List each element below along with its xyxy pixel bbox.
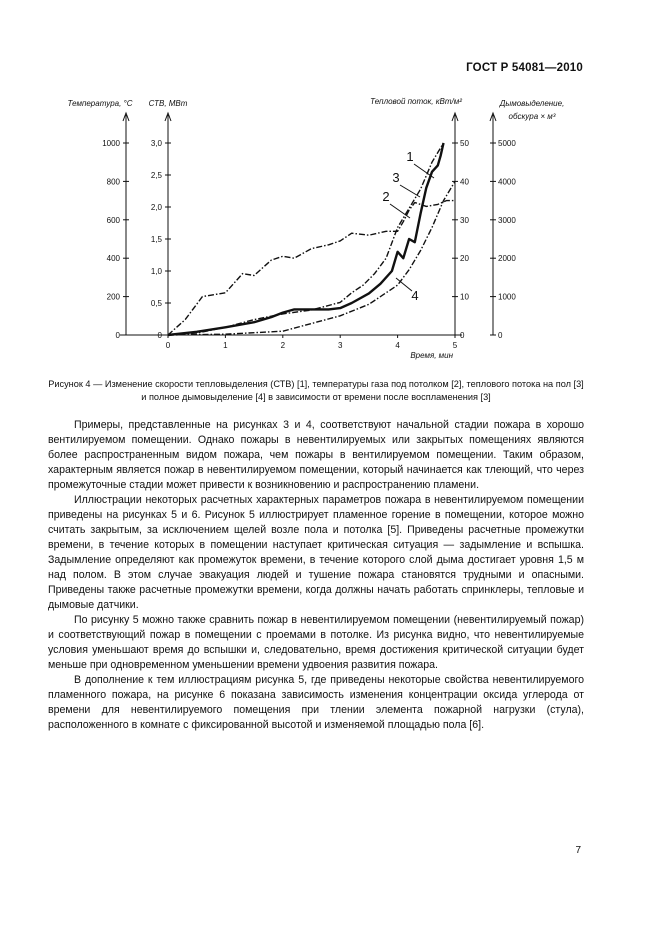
paragraph: В дополнение к тем иллюстрациям рисунка 5, где приведены некоторые свойства невентилируемого пламенного пожара, на рисунке 6 показана зависимость изменения концентрации оксида углерода от времени для невентилируемого помещения при тлении элемента пожарной нагрузки (стула), расположенного в комнате с фиксированной высотой и изменяемой площадью пола [6]. <box>48 674 584 731</box>
y-tick-label-flux: 10 <box>460 292 469 302</box>
figure-caption: Рисунок 4 — Изменение скорости тепловыделения (СТВ) [1], температуры газа под потолком [2], теплового потока на пол [3] и полное дымовыделение [4] в зависимости от времени после воспламенения [3] <box>48 379 584 402</box>
y-tick-label-smoke: 5000 <box>498 139 516 148</box>
curve-label: 1 <box>406 149 414 164</box>
y-tick-label-smoke: 2000 <box>498 254 516 264</box>
y-tick-label-hrr: 2,0 <box>150 203 162 212</box>
y-tick-label-hrr: 0,5 <box>150 299 162 308</box>
y-tick-label-flux: 0 <box>460 331 465 340</box>
page-number: 7 <box>575 845 581 856</box>
y-tick-label-hrr: 3,0 <box>150 139 162 148</box>
x-tick-label: 1 <box>223 341 228 350</box>
document-header: ГОСТ Р 54081—2010 <box>466 62 583 74</box>
paragraph: По рисунку 5 можно также сравнить пожар в невентилируемом помещении (невентилируемый пожар) и соответствующий пожар в помещении с проемами в потолке. Из рисунка видно, что невентилируемые условия уменьшают время до вспышки и, следовательно, время достижения критической ситуации будет меньше при одновременном уменьшении времени удвоения развития пожара. <box>48 614 584 671</box>
axis-title-smoke: Дымовыделение, <box>499 99 565 108</box>
y-tick-label-smoke: 3000 <box>498 215 516 225</box>
paragraph: Примеры, представленные на рисунках 3 и 4, соответствуют начальной стадии пожара в хорошо вентилируемом помещении. Однако пожары в невентилируемых или закрытых помещениях являются более распространенным видом пожара, чем пожары в вентилируемом помещении. Таким образом, характерным является пожар в невентилируемом помещении, который начинается как тлеющий, что через промежуточные стадии может привести к возникновению и распространению пламени. <box>48 419 584 491</box>
curve-label-leader <box>400 185 420 197</box>
y-tick-label-smoke: 1000 <box>498 292 516 302</box>
series-line-1 <box>168 143 444 335</box>
y-tick-label-flux: 40 <box>460 177 469 187</box>
paragraph: Иллюстрации некоторых расчетных характерных параметров пожара в невентилируемом помещении приведены на рисунках 5 и 6. Рисунок 5 иллюстрирует пламенное горение в помещении, которое можно считать закрытым, за исключением щелей возле пола и потолка [5]. Приведены расчетные промежутки времени, в течение которых в помещении наступает критическая ситуация — задымление и вспышка. Задымление определяют как промежуток времени, в течение которого слой дыма достигает уровня 1,5 м над полом. В этом случае эвакуация людей и тушение пожара становятся трудными и опасными. Приведены также расчетные промежутки времени, когда должны начать работать спринклеры, тепловые и дымовые датчики. <box>48 494 584 611</box>
y-tick-label-temp: 800 <box>106 177 120 187</box>
x-tick-label: 3 <box>337 341 343 350</box>
y-tick-label-flux: 30 <box>460 215 469 225</box>
x-tick-label: 0 <box>165 341 171 350</box>
y-tick-label-hrr: 1,0 <box>150 267 162 276</box>
curve-label: 2 <box>382 189 390 204</box>
axis-title-smoke-unit: обскура × м³ <box>508 112 556 121</box>
series-line-3 <box>168 143 444 335</box>
x-tick-label: 4 <box>395 341 400 350</box>
x-tick-label: 5 <box>452 341 458 350</box>
axis-title-temp: Температура, °C <box>67 99 133 108</box>
figure-chart <box>40 86 600 376</box>
y-tick-label-temp: 0 <box>115 331 120 340</box>
y-tick-label-temp: 1000 <box>102 139 120 148</box>
y-tick-label-flux: 20 <box>460 254 469 264</box>
y-tick-label-smoke: 0 <box>498 331 503 340</box>
body-text <box>48 418 584 733</box>
y-tick-label-hrr: 1,5 <box>150 235 162 244</box>
y-tick-label-temp: 600 <box>106 215 120 225</box>
curve-label: 4 <box>411 288 419 303</box>
y-tick-label-temp: 400 <box>106 254 120 264</box>
x-axis-label: Время, мин <box>410 351 453 360</box>
y-tick-label-hrr: 0 <box>157 331 162 340</box>
y-tick-label-hrr: 2,5 <box>150 171 162 180</box>
chart-svg <box>40 86 600 376</box>
y-tick-label-flux: 50 <box>460 139 469 148</box>
curve-label-leader <box>396 278 412 291</box>
series-line-2 <box>168 201 455 335</box>
y-tick-label-temp: 200 <box>106 292 120 302</box>
x-tick-label: 2 <box>280 341 286 350</box>
axis-title-flux: Тепловой поток, кВт/м² <box>370 97 462 106</box>
curve-label: 3 <box>392 170 400 185</box>
axis-title-hrr: СТВ, МВт <box>148 99 188 108</box>
y-tick-label-smoke: 4000 <box>498 177 516 187</box>
